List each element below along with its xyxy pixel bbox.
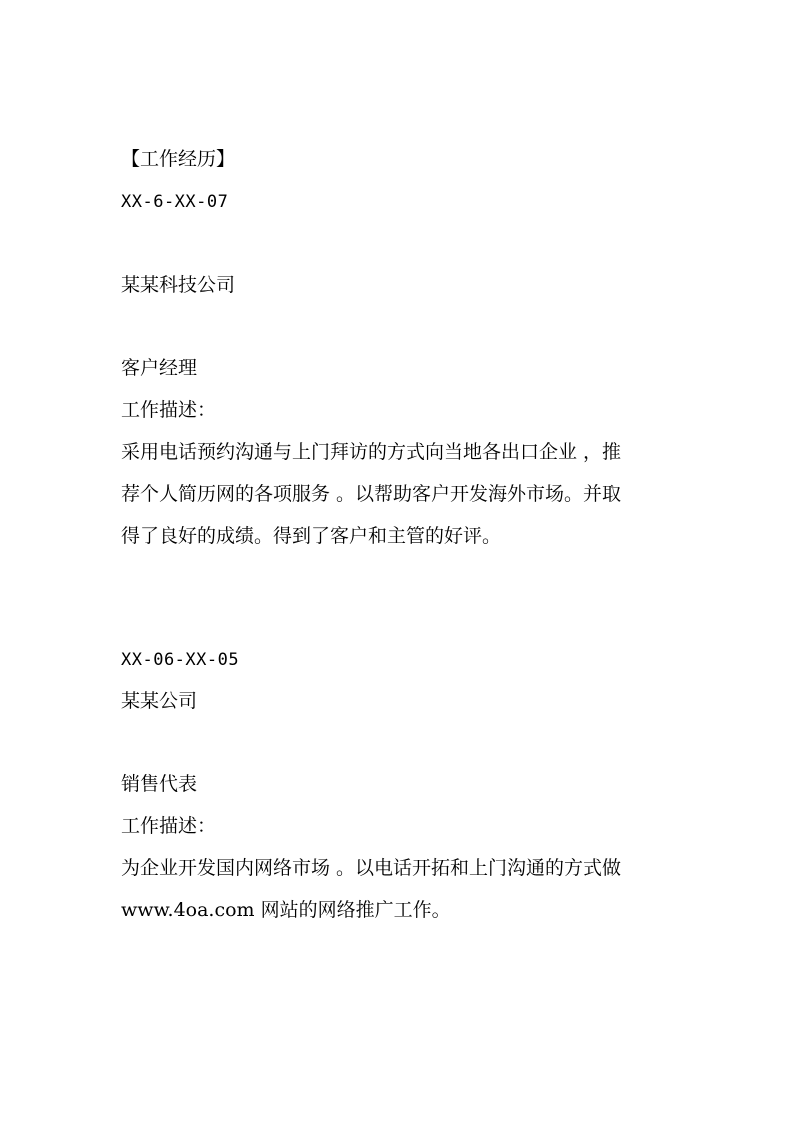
job-2-desc-line-2: www.4oa.com 网站的网络推广工作。: [121, 899, 451, 921]
job-2-desc-label: 工作描述：: [121, 815, 217, 837]
job-1-company: 某某科技公司: [121, 274, 236, 296]
job-1-desc-line-1: 采用电话预约沟通与上门拜访的方式向当地各出口企业 ，推: [121, 441, 622, 463]
job-2-position: 销售代表: [121, 773, 198, 795]
job-2-desc-line-1: 为企业开发国内网络市场 。以电话开拓和上门沟通的方式做: [121, 857, 622, 879]
job-2-period: XX-06-XX-05: [121, 650, 240, 670]
job-1-desc-line-2: 荐个人简历网的各项服务 。以帮助客户开发海外市场。并取: [121, 483, 622, 505]
job-2-company: 某某公司: [121, 690, 198, 712]
section-heading: 【工作经历】: [121, 148, 236, 170]
job-1-desc-line-3: 得了良好的成绩。得到了客户和主管的好评。: [121, 525, 502, 547]
job-1-period: XX-6-XX-07: [121, 192, 229, 212]
job-1-position: 客户经理: [121, 357, 198, 379]
job-1-desc-label: 工作描述：: [121, 399, 217, 421]
